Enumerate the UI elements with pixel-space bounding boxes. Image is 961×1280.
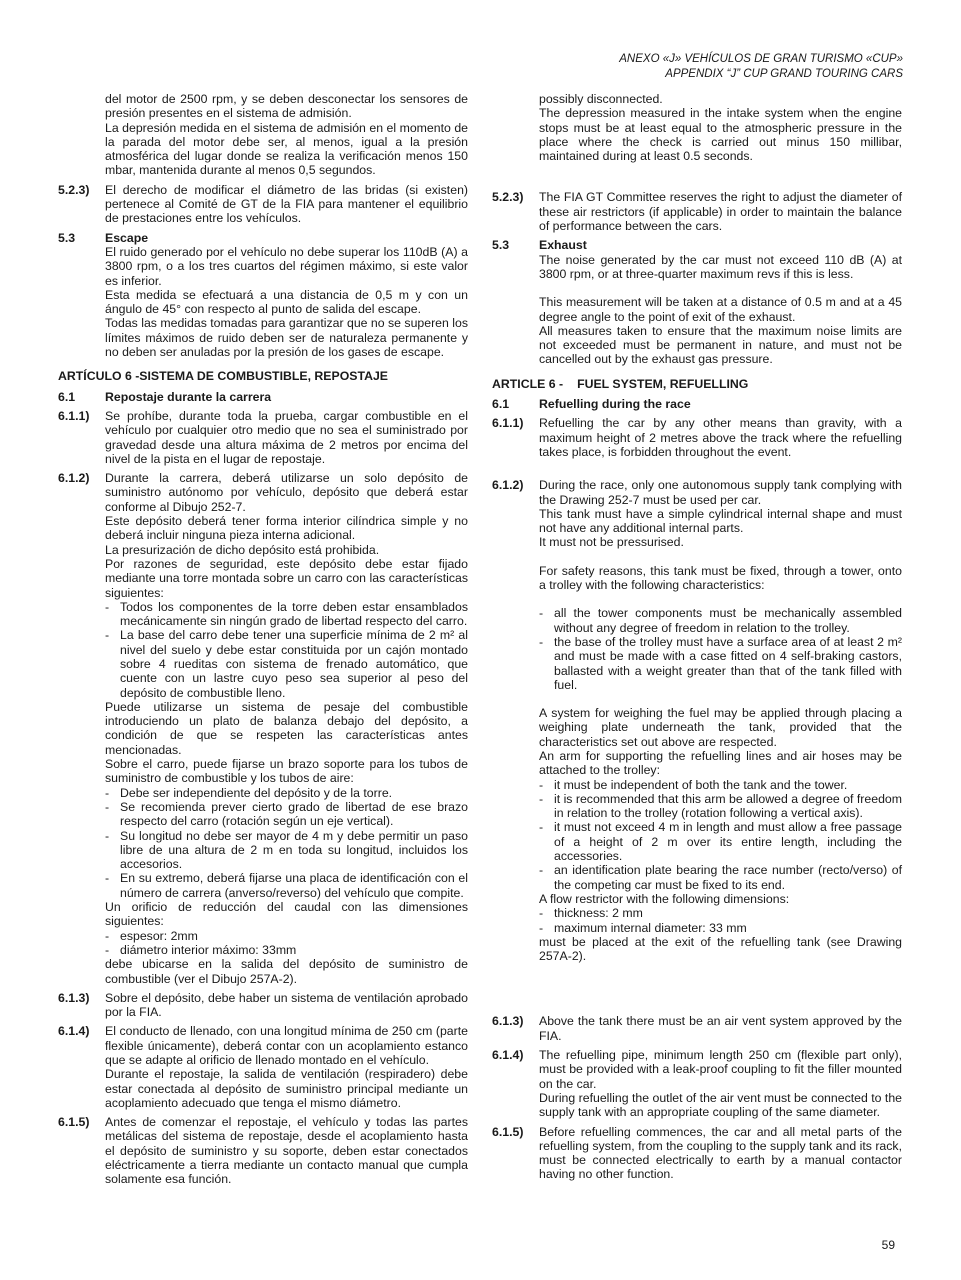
paragraph: An arm for supporting the refuelling lines and air hoses may be attached to the trolley:: [539, 748, 902, 778]
en-article-6-heading: ARTICLE 6 - FUEL SYSTEM, REFUELLING: [492, 376, 749, 391]
paragraph: Se prohíbe, durante toda la prueba, cargar combustible en el vehículo por cualquier otro medio que no sea el suministrado por gravedad desde una altura máxima de 2 metros por encima del nivel de la pista en el lugar de repostaje.: [105, 408, 468, 466]
header-line-es: ANEXO «J» VEHÍCULOS DE GRAN TURISMO «CUP»: [619, 53, 903, 65]
paragraph: Por razones de seguridad, este depósito debe estar fijado mediante una torre montada sobre un carro con las características siguientes:: [105, 556, 468, 600]
list-item: - En su extremo, deberá fijarse una placa de identificación con el número de carrera (anverso/reverso) del vehículo que compite.: [105, 871, 468, 900]
paragraph: Esta medida se efectuará a una distancia de 0,5 m y con un ángulo de 45° con respecto al punto de salida del escape.: [105, 287, 468, 317]
english-column: [492, 92, 902, 1187]
es-section-6-1-1: [58, 409, 468, 466]
paragraph: This measurement will be taken at a distance of 0.5 m and at a 45 degree angle to the point of exit of the exhaust.: [539, 295, 902, 324]
section-number: 6.1: [492, 397, 510, 412]
section-number: 5.3: [58, 230, 76, 245]
section-number: 6.1.1): [58, 408, 90, 423]
en-section-6-1-3: [492, 1014, 902, 1043]
section-title: Refuelling during the race: [539, 397, 691, 412]
es-article-6-heading: ARTÍCULO 6 -SISTEMA DE COMBUSTIBLE, REPOSTAJE: [58, 369, 388, 384]
paragraph: During refuelling the outlet of the air vent must be connected to the supply tank with an appropriate coupling of the same diameter.: [539, 1090, 902, 1120]
en-section-6-1-1: [492, 416, 902, 459]
spanish-column: [58, 92, 468, 1192]
paragraph: El ruido generado por el vehículo no debe superar los 110dB (A) a 3800 rpm, o a los tres cuartos del régimen máximo, si este valor es inferior.: [105, 244, 468, 288]
paragraph: Before refuelling commences, the car and all metal parts of the refuelling system, from the coupling to the supply tank and its rack, must be connected electrically to earth by a manual contactor having no other function.: [539, 1124, 902, 1182]
paragraph: Este depósito deberá tener forma interior cilíndrica simple y no deberá incluir ninguna pieza interna adicional.: [105, 514, 468, 543]
section-number: 6.1.1): [492, 416, 524, 431]
list-item: - all the tower components must be mechanically assembled without any degree of freedom in relation to the trolley.: [539, 606, 902, 635]
section-number: 6.1.5): [492, 1124, 524, 1139]
paragraph: A flow restrictor with the following dimensions:: [539, 891, 790, 906]
paragraph: El conducto de llenado, con una longitud mínima de 250 cm (parte flexible únicamente), deberá contar con un acoplamiento estanco que se adapte al orificio de llenado montado en el vehículo.: [105, 1024, 468, 1067]
paragraph: Un orificio de reducción del caudal con las dimensiones siguientes:: [105, 900, 468, 929]
es-section-5-3: [58, 231, 468, 360]
list-item: - it must not exceed 4 m in length and must allow a free passage of a height of 2 m over its entire length, including the accessories.: [539, 820, 902, 864]
paragraph: El derecho de modificar el diámetro de las bridas (si existen) pertenece al Comité de GT de la FIA para mantener el equilibrio de prestaciones entre los vehículos.: [105, 182, 468, 226]
list-item: - Se recomienda prever cierto grado de libertad de ese brazo respecto del carro (rotación según un eje vertical).: [105, 799, 468, 829]
en-continuation: [492, 92, 902, 163]
paragraph: possibly disconnected.: [539, 92, 663, 106]
section-number: 5.2.3): [58, 182, 90, 197]
paragraph: The noise generated by the car must not exceed 110 dB (A) at 3800 rpm, or at three-quarter maximum revs if this is less.: [539, 252, 902, 281]
section-title: Exhaust: [539, 238, 587, 253]
section-title: Escape: [105, 230, 149, 245]
paragraph: debe ubicarse en la salida del depósito de suministro de combustible (ver el Dibujo 257A-2).: [105, 957, 468, 986]
list-item: - it must be independent of both the tank and the tower.: [539, 777, 848, 792]
paragraph: Antes de comenzar el repostaje, el vehículo y todas las partes metálicas del sistema de repostaje, desde el acoplamiento hasta el depósito de suministro y su soporte, deben estar conectados eléctricamente a tierra mediante un contacto manual que cumpla solamente esa función.: [105, 1115, 468, 1187]
paragraph: Todas las medidas tomadas para garantizar que no se superen los límites máximos de ruido deben ser de naturaleza permanente y no deben ser anuladas por la presión de los gases de escape.: [105, 316, 468, 360]
en-section-6-1-2: [492, 478, 902, 963]
paragraph: del motor de 2500 rpm, y se deben desconectar los sensores de presión presentes en el sistema de admisión.: [105, 92, 468, 121]
section-number: 6.1.5): [58, 1115, 90, 1130]
section-number: 5.2.3): [492, 190, 524, 205]
paragraph: The depression measured in the intake system when the engine stops must be at least equal to the atmospheric pressure in the place where the check is carried out minus 150 millibar, maintained during at least 0.5 seconds.: [539, 106, 902, 164]
section-title: Repostaje durante la carrera: [105, 389, 272, 404]
list-item: - maximum internal diameter: 33 mm: [539, 920, 747, 935]
en-section-5-2-3: [492, 190, 902, 233]
list-item: - diámetro interior máximo: 33mm: [105, 942, 297, 957]
paragraph: Sobre el depósito, debe haber un sistema de ventilación aprobado por la FIA.: [105, 990, 468, 1020]
list-item: - the base of the trolley must have a surface area of at least 2 m² and must be made with a case fitted on 4 self-braking castors, ballasted with a weight greater than that of the tank filled with fuel.: [539, 634, 902, 692]
es-section-5-2-3: [58, 183, 468, 226]
es-section-6-1-3: [58, 991, 468, 1020]
page-number: 59: [881, 1238, 895, 1252]
list-item: - Su longitud no debe ser mayor de 4 m y debe permitir un paso libre de una altura de 2 m en toda su longitud, incluidos los accesorios.: [105, 828, 468, 872]
es-section-6-1: [58, 390, 468, 404]
paragraph: During the race, only one autonomous supply tank complying with the Drawing 252-7 must be used per car.: [539, 478, 902, 507]
paragraph: Above the tank there must be an air vent system approved by the FIA.: [539, 1014, 902, 1043]
paragraph: This tank must have a simple cylindrical internal shape and must not have any additional internal parts.: [539, 506, 902, 536]
section-number: 6.1: [58, 389, 76, 404]
section-number: 6.1.3): [492, 1014, 524, 1029]
section-number: 6.1.2): [492, 478, 524, 493]
es-continuation: [58, 92, 468, 178]
en-section-6-1: [492, 397, 902, 411]
en-section-6-1-4: [492, 1048, 902, 1119]
paragraph: must be placed at the exit of the refuelling tank (see Drawing 257A-2).: [539, 934, 902, 964]
paragraph: Refuelling the car by any other means than gravity, with a maximum height of 2 metres above the track where the refuelling takes place, is forbidden throughout the event.: [539, 416, 902, 459]
paragraph: It must not be pressurised.: [539, 535, 684, 550]
paragraph: For safety reasons, this tank must be fixed, through a tower, onto a trolley with the following characteristics:: [539, 563, 902, 593]
list-item: - thickness: 2 mm: [539, 906, 643, 921]
paragraph: Durante el repostaje, la salida de ventilación (respiradero) debe estar conectada al depósito de suministro principal mediante un acoplamiento adecuado que tenga el mismo diámetro.: [105, 1067, 468, 1110]
en-section-6-1-5: [492, 1125, 902, 1182]
section-number: 6.1.4): [492, 1048, 524, 1063]
list-item: - Debe ser independiente del depósito y de la torre.: [105, 785, 393, 800]
en-section-5-3: [492, 238, 902, 366]
section-number: 6.1.2): [58, 471, 90, 486]
section-number: 6.1.3): [58, 990, 90, 1005]
list-item: - it is recommended that this arm be allowed a degree of freedom in relation to the trolley (rotation following a vertical axis).: [539, 791, 902, 821]
header-line-en: APPENDIX “J” CUP GRAND TOURING CARS: [665, 67, 903, 80]
paragraph: All measures taken to ensure that the maximum noise limits are not exceeded must be permanent in nature, and must not be cancelled out by the exhaust gas pressure.: [539, 323, 902, 367]
paragraph: The FIA GT Committee reserves the right to adjust the diameter of these air restrictors (if applicable) in order to maintain the balance of performance between the cars.: [539, 190, 902, 234]
paragraph: Sobre el carro, puede fijarse un brazo soporte para los tubos de suministro de combustible y los tubos de aire:: [105, 757, 468, 786]
list-item: - La base del carro debe tener una superficie mínima de 2 m² al nivel del suelo y debe estar constituida por un cajón montado sobre 4 rueditas con sistema de frenado automático, que cuente con un lastre cuyo peso sea superior al peso del depósito de combustible lleno.: [105, 628, 468, 700]
paragraph: La presurización de dicho depósito está prohibida.: [105, 542, 380, 557]
paragraph: La depresión medida en el sistema de admisión en el momento de la parada del motor debe ser, al menos, igual a la presión atmosférica del lugar donde se realiza la verificación menos 150 mbar, mantenida durante al menos 0,5 segundos.: [105, 120, 468, 178]
es-section-6-1-4: [58, 1024, 468, 1110]
list-item: - an identification plate bearing the race number (recto/verso) of the competing car must be fixed to its end.: [539, 863, 902, 892]
paragraph: A system for weighing the fuel may be applied through placing a weighing plate underneath the tank, provided that the characteristics set out above are respected.: [539, 706, 902, 749]
list-item: - espesor: 2mm: [105, 928, 198, 943]
paragraph: Durante la carrera, deberá utilizarse un solo depósito de suministro autónomo por vehículo, depósito que deberá estar conforme al Dibujo 252-7.: [105, 471, 468, 514]
paragraph: Puede utilizarse un sistema de pesaje del combustible introduciendo un plato de balanza debajo del depósito, a condición de que se respeten las características antes mencionadas.: [105, 699, 468, 757]
list-item: - Todos los componentes de la torre deben estar ensamblados mecánicamente sin ningún grado de libertad respecto del carro.: [105, 599, 468, 629]
page-header: [619, 52, 903, 81]
paragraph: The refuelling pipe, minimum length 250 cm (flexible part only), must be provided with a leak-proof coupling to fit the filler mounted on the car.: [539, 1048, 902, 1091]
section-number: 6.1.4): [58, 1024, 90, 1039]
section-number: 5.3: [492, 238, 510, 253]
es-section-6-1-5: [58, 1115, 468, 1186]
es-section-6-1-2: [58, 471, 468, 986]
